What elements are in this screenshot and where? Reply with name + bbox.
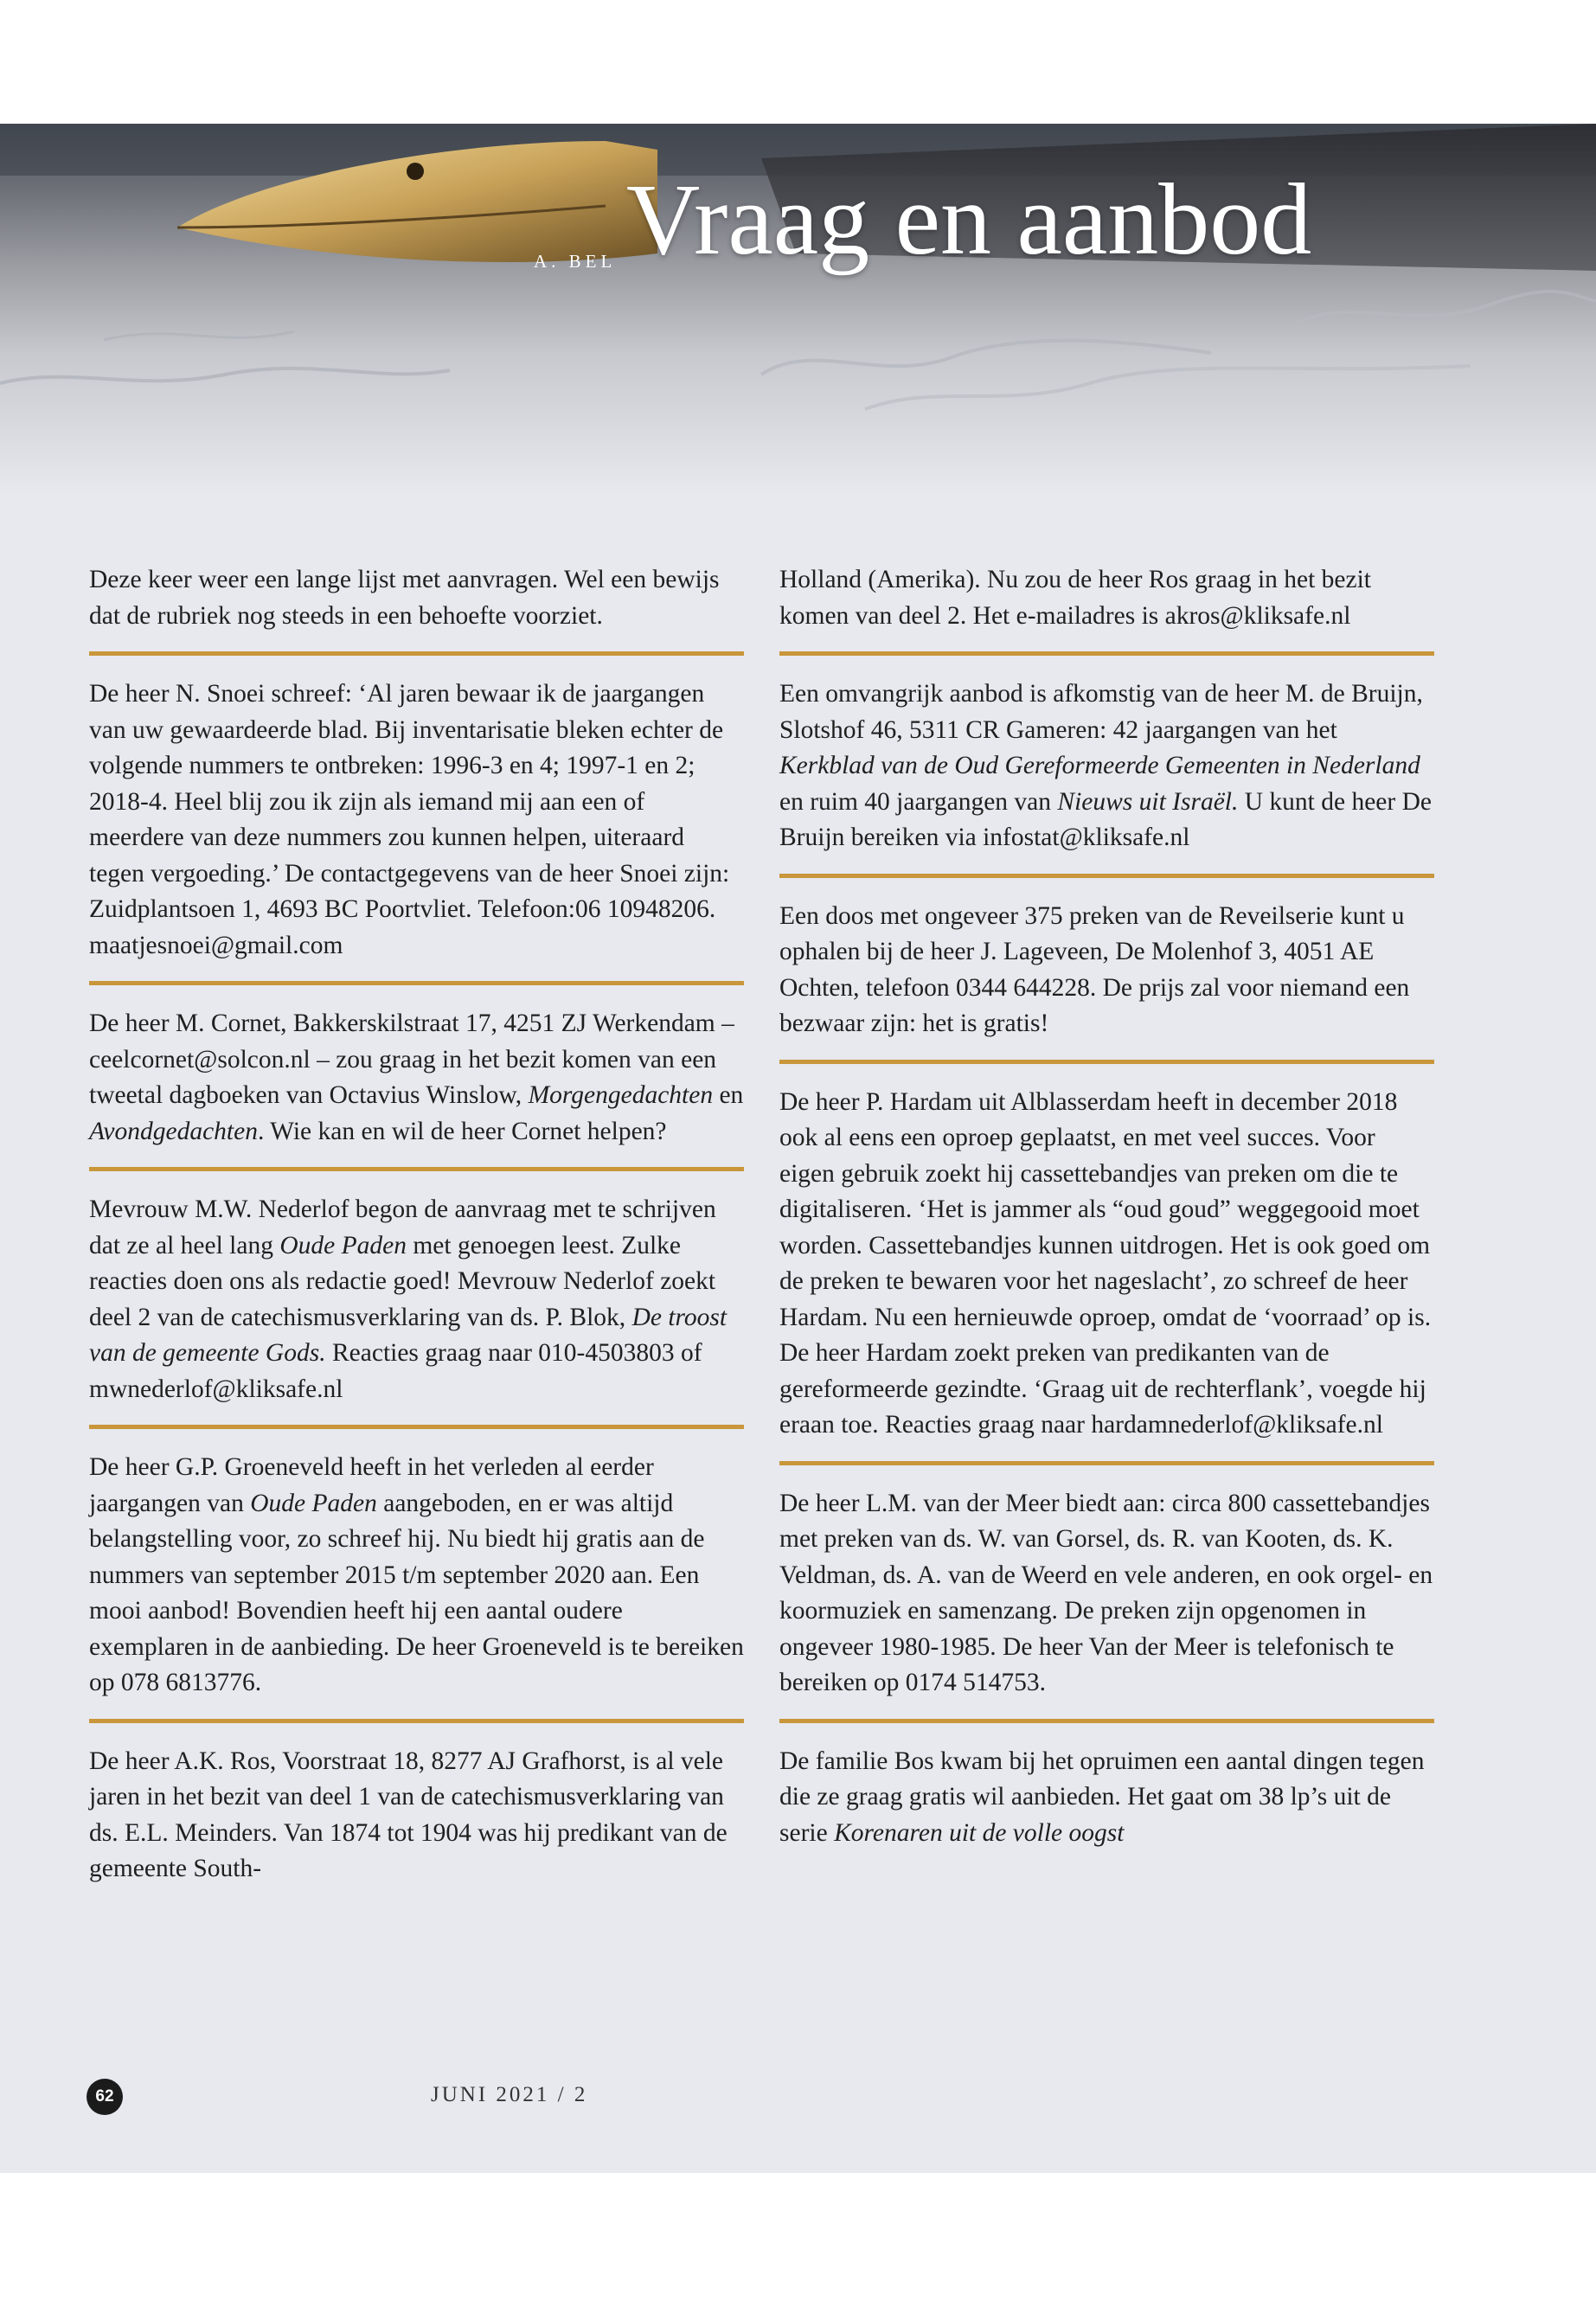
article-paragraph	[89, 1192, 744, 1407]
section-divider	[779, 1060, 1434, 1064]
paragraph-text: Holland (Amerika). Nu zou de heer Ros graag in het bezit komen van deel 2. Het e-mailadres is akros@kliksafe.nl	[779, 566, 1372, 630]
article-paragraph	[89, 1006, 744, 1150]
page-number-badge: 62	[87, 2079, 123, 2115]
paragraph-text: Mevrouw M.W. Nederlof begon de aanvraag met te schrijven dat ze al heel lang	[89, 1195, 716, 1259]
paragraph-text: en ruim 40 jaargangen van	[779, 787, 1058, 816]
section-divider	[89, 1167, 744, 1171]
paragraph-text: aangeboden, en er was altijd belangstelling voor, zo schreef hij. Nu biedt hij gratis aan de nummers van september 2015 t/m september 2020 aan. Een mooi aanbod! Bovendien heeft hij een aantal oudere exemplaren in de aanbieding. De heer Groeneveld is te bereiken op 078 6813776.	[89, 1489, 744, 1696]
article-paragraph	[779, 899, 1434, 1042]
italic-title: Kerkblad van de Oud Gereformeerde Gemeenten in Nederland	[779, 752, 1420, 779]
section-divider	[89, 1719, 744, 1723]
page-title: Vraag en aanbod	[626, 163, 1312, 276]
article-paragraph	[89, 1450, 744, 1702]
article-paragraph	[779, 562, 1434, 634]
paragraph-text: De heer P. Hardam uit Alblasserdam heeft in december 2018 ook al eens een oproep geplaatst, en met veel succes. Voor eigen gebruik zoekt hij cassettebandjes van preken om die te digitaliseren. ‘Het is jammer als “oud goud” weggegooid moet worden. Cassettebandjes kunnen uitdrogen. Het is ook goed om de preken te bewaren voor het nageslacht’, zo schreef de heer Hardam. Nu een hernieuwde oproep, omdat de ‘voorraad’ op is. De heer Hardam zoekt preken van predikanten van de gereformeerde gezindte. ‘Graag uit de rechterflank’, voegde hij eraan toe. Reacties graag naar hardamnederlof@kliksafe.nl	[779, 1087, 1432, 1439]
paragraph-text: Een omvangrijk aanbod is afkomstig van de heer M. de Bruijn, Slotshof 46, 5311 CR Gameren: 42 jaargangen van het	[779, 680, 1423, 744]
paragraph-text: U kunt de heer De Bruijn bereiken via infostat@kliksafe.nl	[779, 787, 1432, 851]
italic-title: Nieuws uit Israël.	[1057, 787, 1239, 816]
section-divider	[779, 651, 1434, 656]
article-paragraph	[89, 1744, 744, 1888]
right-column	[779, 562, 1434, 1851]
section-divider	[779, 874, 1434, 878]
paragraph-text: De heer M. Cornet, Bakkerskilstraat 17, 4251 ZJ Werkendam – ceelcornet@solcon.nl – zou graag in het bezit komen van een tweetal dagboeken van Octavius Winslow,	[89, 1009, 734, 1109]
article-paragraph	[779, 1744, 1434, 1852]
italic-title: Avondgedachten	[89, 1117, 258, 1145]
section-divider	[779, 1719, 1434, 1723]
paragraph-text: en	[713, 1081, 744, 1109]
paragraph-text: Deze keer weer een lange lijst met aanvragen. Wel een bewijs dat de rubriek nog steeds in een behoefte voorziet.	[89, 566, 720, 630]
article-paragraph	[779, 1085, 1434, 1444]
italic-title: Korenaren uit de volle oogst	[834, 1818, 1125, 1847]
article-paragraph	[89, 562, 744, 634]
italic-title: De troost van de gemeente Gods.	[89, 1303, 727, 1367]
left-column	[89, 562, 744, 1888]
italic-title: Morgengedachten	[528, 1081, 714, 1109]
italic-title: Oude Paden	[250, 1489, 377, 1517]
paragraph-text: Reacties graag naar 010-4503803 of mwnederlof@kliksafe.nl	[89, 1339, 702, 1403]
issue-label: JUNI 2021 / 2	[431, 2083, 588, 2106]
paragraph-text: De heer L.M. van der Meer biedt aan: circa 800 cassettebandjes met preken van ds. W. van Gorsel, ds. R. van Kooten, ds. K. Veldman, ds. A. van de Weerd en vele anderen, en ook orgel- en koormuziek en samenzang. De preken zijn opgenomen in ongeveer 1980-1985. De heer Van der Meer is telefonisch te bereiken op 0174 514753.	[779, 1489, 1433, 1696]
paragraph-text: Een doos met ongeveer 375 preken van de Reveilserie kunt u ophalen bij de heer J. Lageveen, De Molenhof 3, 4051 AE Ochten, telefoon 0344 644228. De prijs zal voor niemand een bezwaar zijn: het is gratis!	[779, 901, 1410, 1037]
paragraph-text: De familie Bos kwam bij het opruimen een aantal dingen tegen die ze graag gratis wil aanbieden. Het gaat om 38 lp’s uit de serie	[779, 1747, 1425, 1847]
section-divider	[779, 1461, 1434, 1465]
author-byline: A. BEL	[534, 251, 617, 272]
paragraph-text: De heer G.P. Groeneveld heeft in het verleden al eerder jaargangen van	[89, 1453, 654, 1517]
section-divider	[89, 981, 744, 985]
paragraph-text: met genoegen leest. Zulke reacties doen ons als redactie goed! Mevrouw Nederlof zoekt deel 2 van de catechismusverklaring van ds. P. Blok,	[89, 1231, 716, 1331]
article-paragraph	[89, 676, 744, 964]
italic-title: Oude Paden	[279, 1231, 407, 1259]
article-paragraph	[779, 676, 1434, 856]
paragraph-text: . Wie kan en wil de heer Cornet helpen?	[257, 1117, 667, 1145]
section-divider	[89, 651, 744, 656]
section-divider	[89, 1425, 744, 1429]
paragraph-text: De heer A.K. Ros, Voorstraat 18, 8277 AJ Grafhorst, is al vele jaren in het bezit van deel 1 van de catechismusverklaring van ds. E.L. Meinders. Van 1874 tot 1904 was hij predikant van de gemeente South-	[89, 1747, 727, 1882]
article-paragraph	[779, 1486, 1434, 1702]
paragraph-text: De heer N. Snoei schreef: ‘Al jaren bewaar ik de jaargangen van uw gewaardeerde blad. Bij inventarisatie bleken echter de volgende nummers te ontbreken: 1996-3 en 4; 1997-1 en 2; 2018-4. Heel blij zou ik zijn als iemand mij aan een of meerdere van deze nummers zou kunnen helpen, uiteraard tegen vergoeding.’ De contactgegevens van de heer Snoei zijn: Zuidplantsoen 1, 4693 BC Poortvliet. Telefoon:06 10948206. maatjesnoei@gmail.com	[89, 680, 730, 959]
